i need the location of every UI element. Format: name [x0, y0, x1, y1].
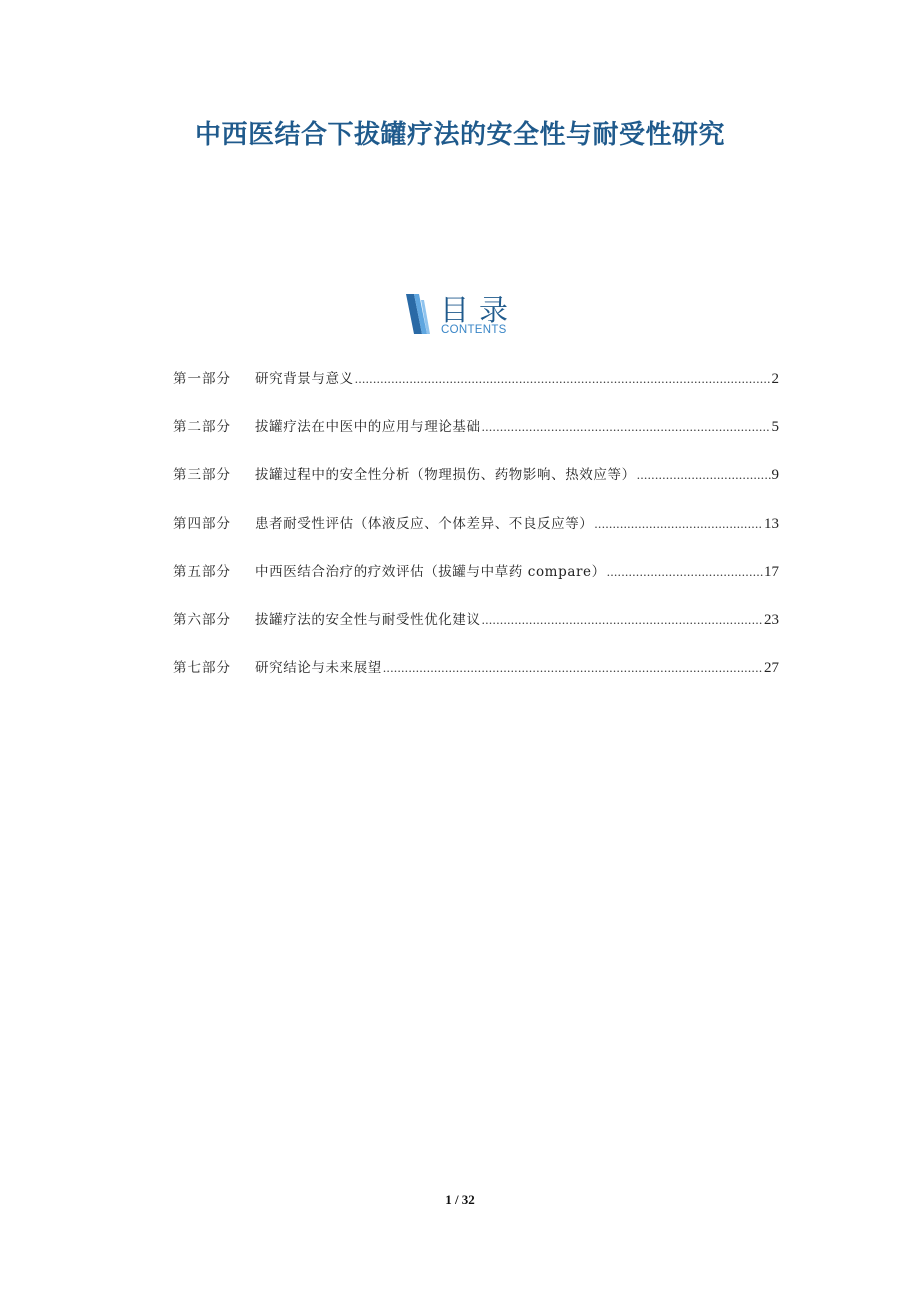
toc-entry-2[interactable]	[173, 415, 779, 463]
toc-entry-part: 第六部分	[173, 611, 231, 628]
toc-entry-part: 第四部分	[173, 515, 231, 532]
toc-entry-part: 第一部分	[173, 371, 231, 387]
toc-dot-leader	[594, 516, 763, 532]
toc-dot-leader	[482, 612, 763, 628]
toc-entry-page: 2	[771, 371, 779, 387]
toc-entry-title: 患者耐受性评估（体液反应、个体差异、不良反应等）	[255, 515, 594, 532]
toc-header	[404, 292, 544, 340]
toc-entry-page: 17	[764, 563, 779, 580]
page-number: 1 / 32	[445, 1192, 475, 1207]
toc-entry-part: 第三部分	[173, 467, 231, 484]
toc-entry-page: 9	[771, 467, 779, 484]
toc-entry-title: 拔罐疗法的安全性与耐受性优化建议	[255, 611, 481, 628]
toc-heading: 目录	[440, 293, 519, 327]
toc-entry-page: 27	[764, 660, 779, 677]
toc-entry-part: 第七部分	[173, 660, 231, 677]
toc-entry-4[interactable]	[173, 512, 779, 560]
toc-entry-7[interactable]	[173, 656, 779, 704]
toc-entry-page: 23	[764, 611, 779, 628]
toc-entry-page: 5	[771, 419, 779, 436]
toc-entry-title: 研究背景与意义	[255, 371, 354, 387]
toc-entry-page: 13	[764, 515, 779, 532]
toc-entry-5[interactable]	[173, 560, 779, 608]
toc-dot-leader	[637, 467, 771, 483]
toc-entry-title: 中西医结合治疗的疗效评估（拔罐与中草药 compare）	[255, 563, 606, 580]
toc-entry-title: 研究结论与未来展望	[255, 660, 382, 677]
toc-entry-1[interactable]	[173, 367, 779, 415]
toc-subheading: CONTENTS	[441, 324, 507, 336]
toc-entry-title: 拔罐过程中的安全性分析（物理损伤、药物影响、热效应等）	[255, 467, 636, 484]
toc-entry-part: 第二部分	[173, 419, 231, 436]
toc-entry-3[interactable]	[173, 463, 779, 511]
toc-dot-leader	[383, 660, 763, 676]
toc-dot-leader	[607, 564, 763, 580]
toc-entry-6[interactable]	[173, 608, 779, 656]
document-title: 中西医结合下拔罐疗法的安全性与耐受性研究	[194, 120, 725, 150]
toc-logo-icon	[404, 292, 434, 336]
table-of-contents	[173, 367, 779, 704]
toc-entry-title: 拔罐疗法在中医中的应用与理论基础	[255, 419, 481, 436]
toc-dot-leader	[355, 371, 771, 387]
toc-dot-leader	[482, 419, 771, 435]
toc-entry-part: 第五部分	[173, 563, 231, 580]
